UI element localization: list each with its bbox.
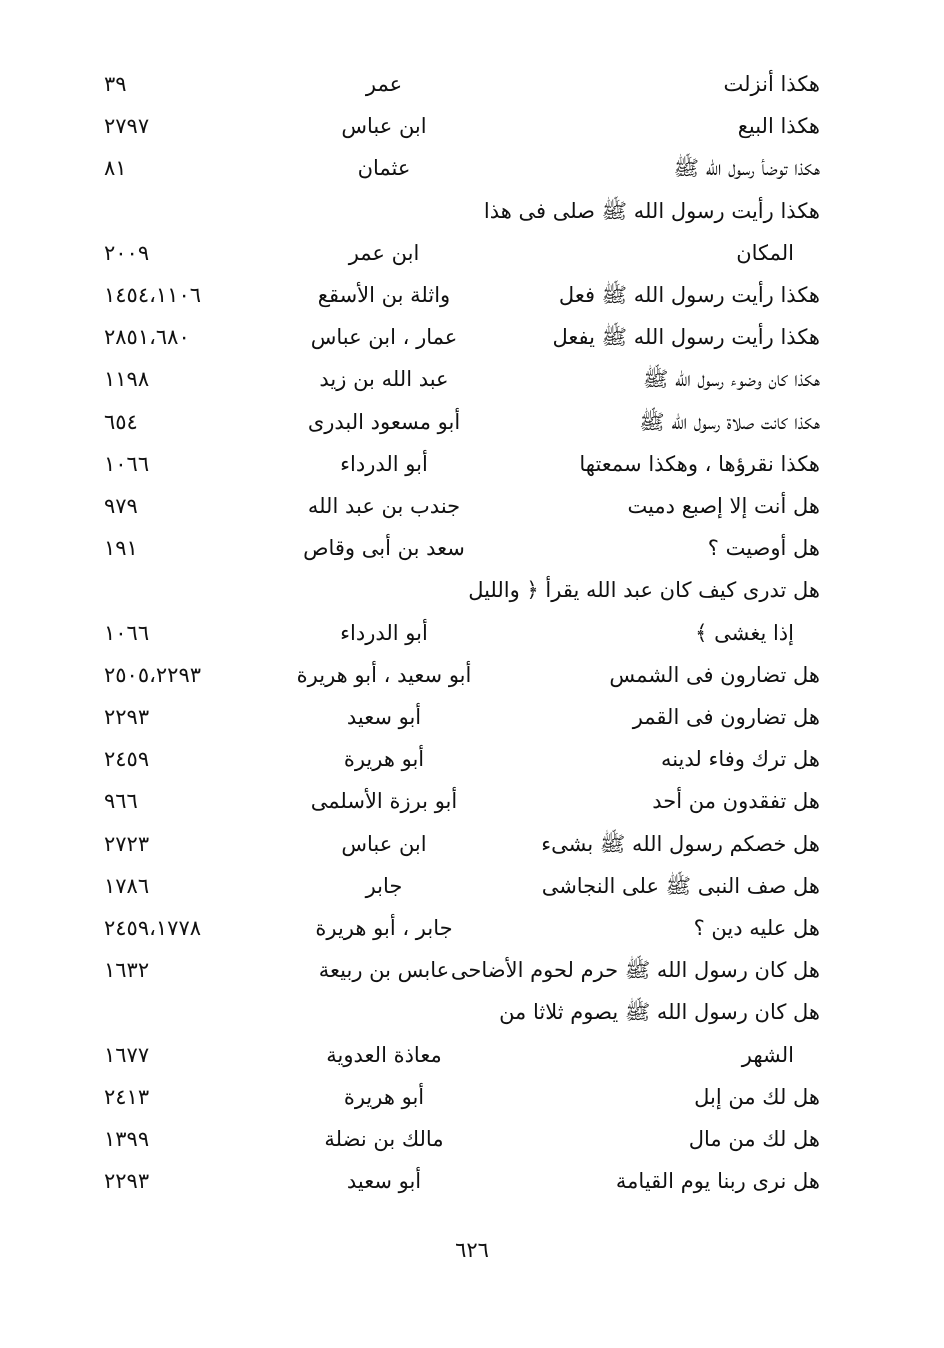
index-row (0, 613, 944, 653)
hadith-number: ٣٩ (104, 72, 127, 96)
hadith-phrase: هكذا رأيت رسول الله ﷺ يفعل (552, 325, 820, 349)
index-row (0, 233, 944, 273)
hadith-phrase: هل خصكم رسول الله ﷺ بشىء (541, 832, 820, 856)
index-row (0, 528, 944, 568)
narrator-name: عبد الله بن زيد (319, 367, 449, 391)
hadith-number: ١٣٩٩ (104, 1127, 150, 1151)
narrator-name: أبو هريرة (343, 747, 425, 771)
index-row (0, 781, 944, 821)
narrator-name: أبو برزة الأسلمى (310, 789, 458, 813)
hadith-number: ٢٠٠٩ (104, 241, 150, 265)
hadith-number: ١٦٧٧ (104, 1043, 150, 1067)
narrator-name: ابن عباس (341, 114, 427, 138)
hadith-number: ٢٢٩٣ (104, 705, 150, 729)
hadith-phrase: هل صف النبى ﷺ على النجاشى (541, 874, 820, 898)
index-row (0, 191, 944, 231)
index-row (0, 486, 944, 526)
narrator-name: ابن عباس (341, 832, 427, 856)
hadith-number: ١٦٣٢ (104, 958, 150, 982)
index-row (0, 950, 944, 990)
narrator-name: أبو الدرداء (340, 621, 428, 645)
hadith-number: ٦٥٤ (104, 410, 138, 434)
index-row (0, 866, 944, 906)
hadith-phrase: هل أوصيت ؟ (707, 536, 820, 560)
hadith-number: ٢٧٢٣ (104, 832, 150, 856)
index-row (0, 1119, 944, 1159)
hadith-number: ١٤٥٤،١١٠٦ (104, 283, 202, 307)
index-row (0, 106, 944, 146)
index-row (0, 444, 944, 484)
hadith-number: ٢٤٥٩ (104, 747, 150, 771)
hadith-phrase: هل أنت إلا إصبع دميت (627, 494, 820, 518)
narrator-name: مالك بن نضلة (324, 1127, 444, 1151)
index-row (0, 64, 944, 104)
index-row (0, 992, 944, 1032)
hadith-phrase: هل تفقدون من أحد (652, 789, 820, 813)
hadith-phrase: هكذا كانت صلاة رسول الله ﷺ (639, 410, 820, 434)
hadith-phrase: هل كان رسول الله ﷺ حرم لحوم الأضاحى (450, 958, 820, 982)
hadith-number: ١٩١ (104, 536, 138, 560)
narrator-name: أبو هريرة (343, 1085, 425, 1109)
hadith-phrase: هل تضارون فى القمر (632, 705, 820, 729)
hadith-phrase: هل تدرى كيف كان عبد الله يقرأ ﴿ والليل (468, 578, 820, 602)
hadith-phrase: هكذا كان وضوء رسول الله ﷺ (642, 367, 820, 391)
index-row (0, 1077, 944, 1117)
narrator-name: أبو سعيد (346, 1169, 422, 1193)
index-row (0, 824, 944, 864)
hadith-phrase: هل نرى ربنا يوم القيامة (615, 1169, 820, 1193)
index-row (0, 359, 944, 399)
page-number: ٦٢٦ (455, 1238, 489, 1262)
index-row (0, 655, 944, 695)
narrator-name: جندب بن عبد الله (307, 494, 461, 518)
index-row (0, 275, 944, 315)
hadith-number: ٢٤٥٩،١٧٧٨ (104, 916, 202, 940)
hadith-phrase: هل لك من إبل (694, 1085, 820, 1109)
narrator-name: ابن عمر (348, 241, 420, 265)
index-row (0, 739, 944, 779)
narrator-name: سعد بن أبى وقاص (303, 536, 465, 560)
index-row (0, 1161, 944, 1201)
narrator-name: عثمان (357, 156, 411, 180)
hadith-phrase: هل كان رسول الله ﷺ يصوم ثلاثا من (499, 1000, 820, 1024)
index-row (0, 148, 944, 188)
narrator-name: معاذة العدوية (326, 1043, 442, 1067)
narrator-name: أبو مسعود البدرى (307, 410, 461, 434)
index-row (0, 908, 944, 948)
hadith-number: ١٠٦٦ (104, 621, 150, 645)
hadith-phrase: المكان (736, 241, 794, 265)
index-row (0, 402, 944, 442)
hadith-phrase: هكذا رأيت رسول الله ﷺ صلى فى هذا (483, 199, 820, 223)
index-row (0, 317, 944, 357)
hadith-phrase: هكذا نقرؤها ، وهكذا سمعتها (579, 452, 820, 476)
narrator-name: جابر ، أبو هريرة (315, 916, 453, 940)
index-row (0, 697, 944, 737)
hadith-phrase: هكذا رأيت رسول الله ﷺ فعل (558, 283, 820, 307)
hadith-number: ٨١ (104, 156, 127, 180)
hadith-phrase: هكذا البيع (737, 114, 820, 138)
narrator-name: عابس بن ربيعة (318, 958, 450, 982)
narrator-name: عمار ، ابن عباس (310, 325, 458, 349)
hadith-phrase: إذا يغشى ﴾ (695, 621, 794, 645)
narrator-name: أبو الدرداء (340, 452, 428, 476)
narrator-name: جابر (365, 874, 403, 898)
hadith-phrase: هكذا أنزلت (723, 72, 820, 96)
narrator-name: أبو سعيد ، أبو هريرة (296, 663, 472, 687)
hadith-number: ٢٧٩٧ (104, 114, 150, 138)
hadith-number: ١٠٦٦ (104, 452, 150, 476)
hadith-number: ٢٥٠٥،٢٢٩٣ (104, 663, 202, 687)
hadith-number: ٢٤١٣ (104, 1085, 150, 1109)
hadith-number: ٩٧٩ (104, 494, 138, 518)
hadith-phrase: هكذا توضأ رسول الله ﷺ (673, 156, 820, 180)
hadith-number: ٢٢٩٣ (104, 1169, 150, 1193)
index-row (0, 570, 944, 610)
hadith-phrase: هل تضارون فى الشمس (609, 663, 820, 687)
index-row (0, 1035, 944, 1075)
hadith-phrase: هل لك من مال (688, 1127, 820, 1151)
hadith-phrase: الشهر (741, 1043, 794, 1067)
hadith-number: ١٧٨٦ (104, 874, 150, 898)
hadith-phrase: هل ترك وفاء لدينه (660, 747, 820, 771)
hadith-number: ٢٨٥١،٦٨٠ (104, 325, 190, 349)
hadith-number: ٩٦٦ (104, 789, 138, 813)
narrator-name: واثلة بن الأسقع (317, 283, 451, 307)
hadith-phrase: هل عليه دين ؟ (693, 916, 820, 940)
narrator-name: أبو سعيد (346, 705, 422, 729)
hadith-number: ١١٩٨ (104, 367, 150, 391)
narrator-name: عمر (365, 72, 403, 96)
